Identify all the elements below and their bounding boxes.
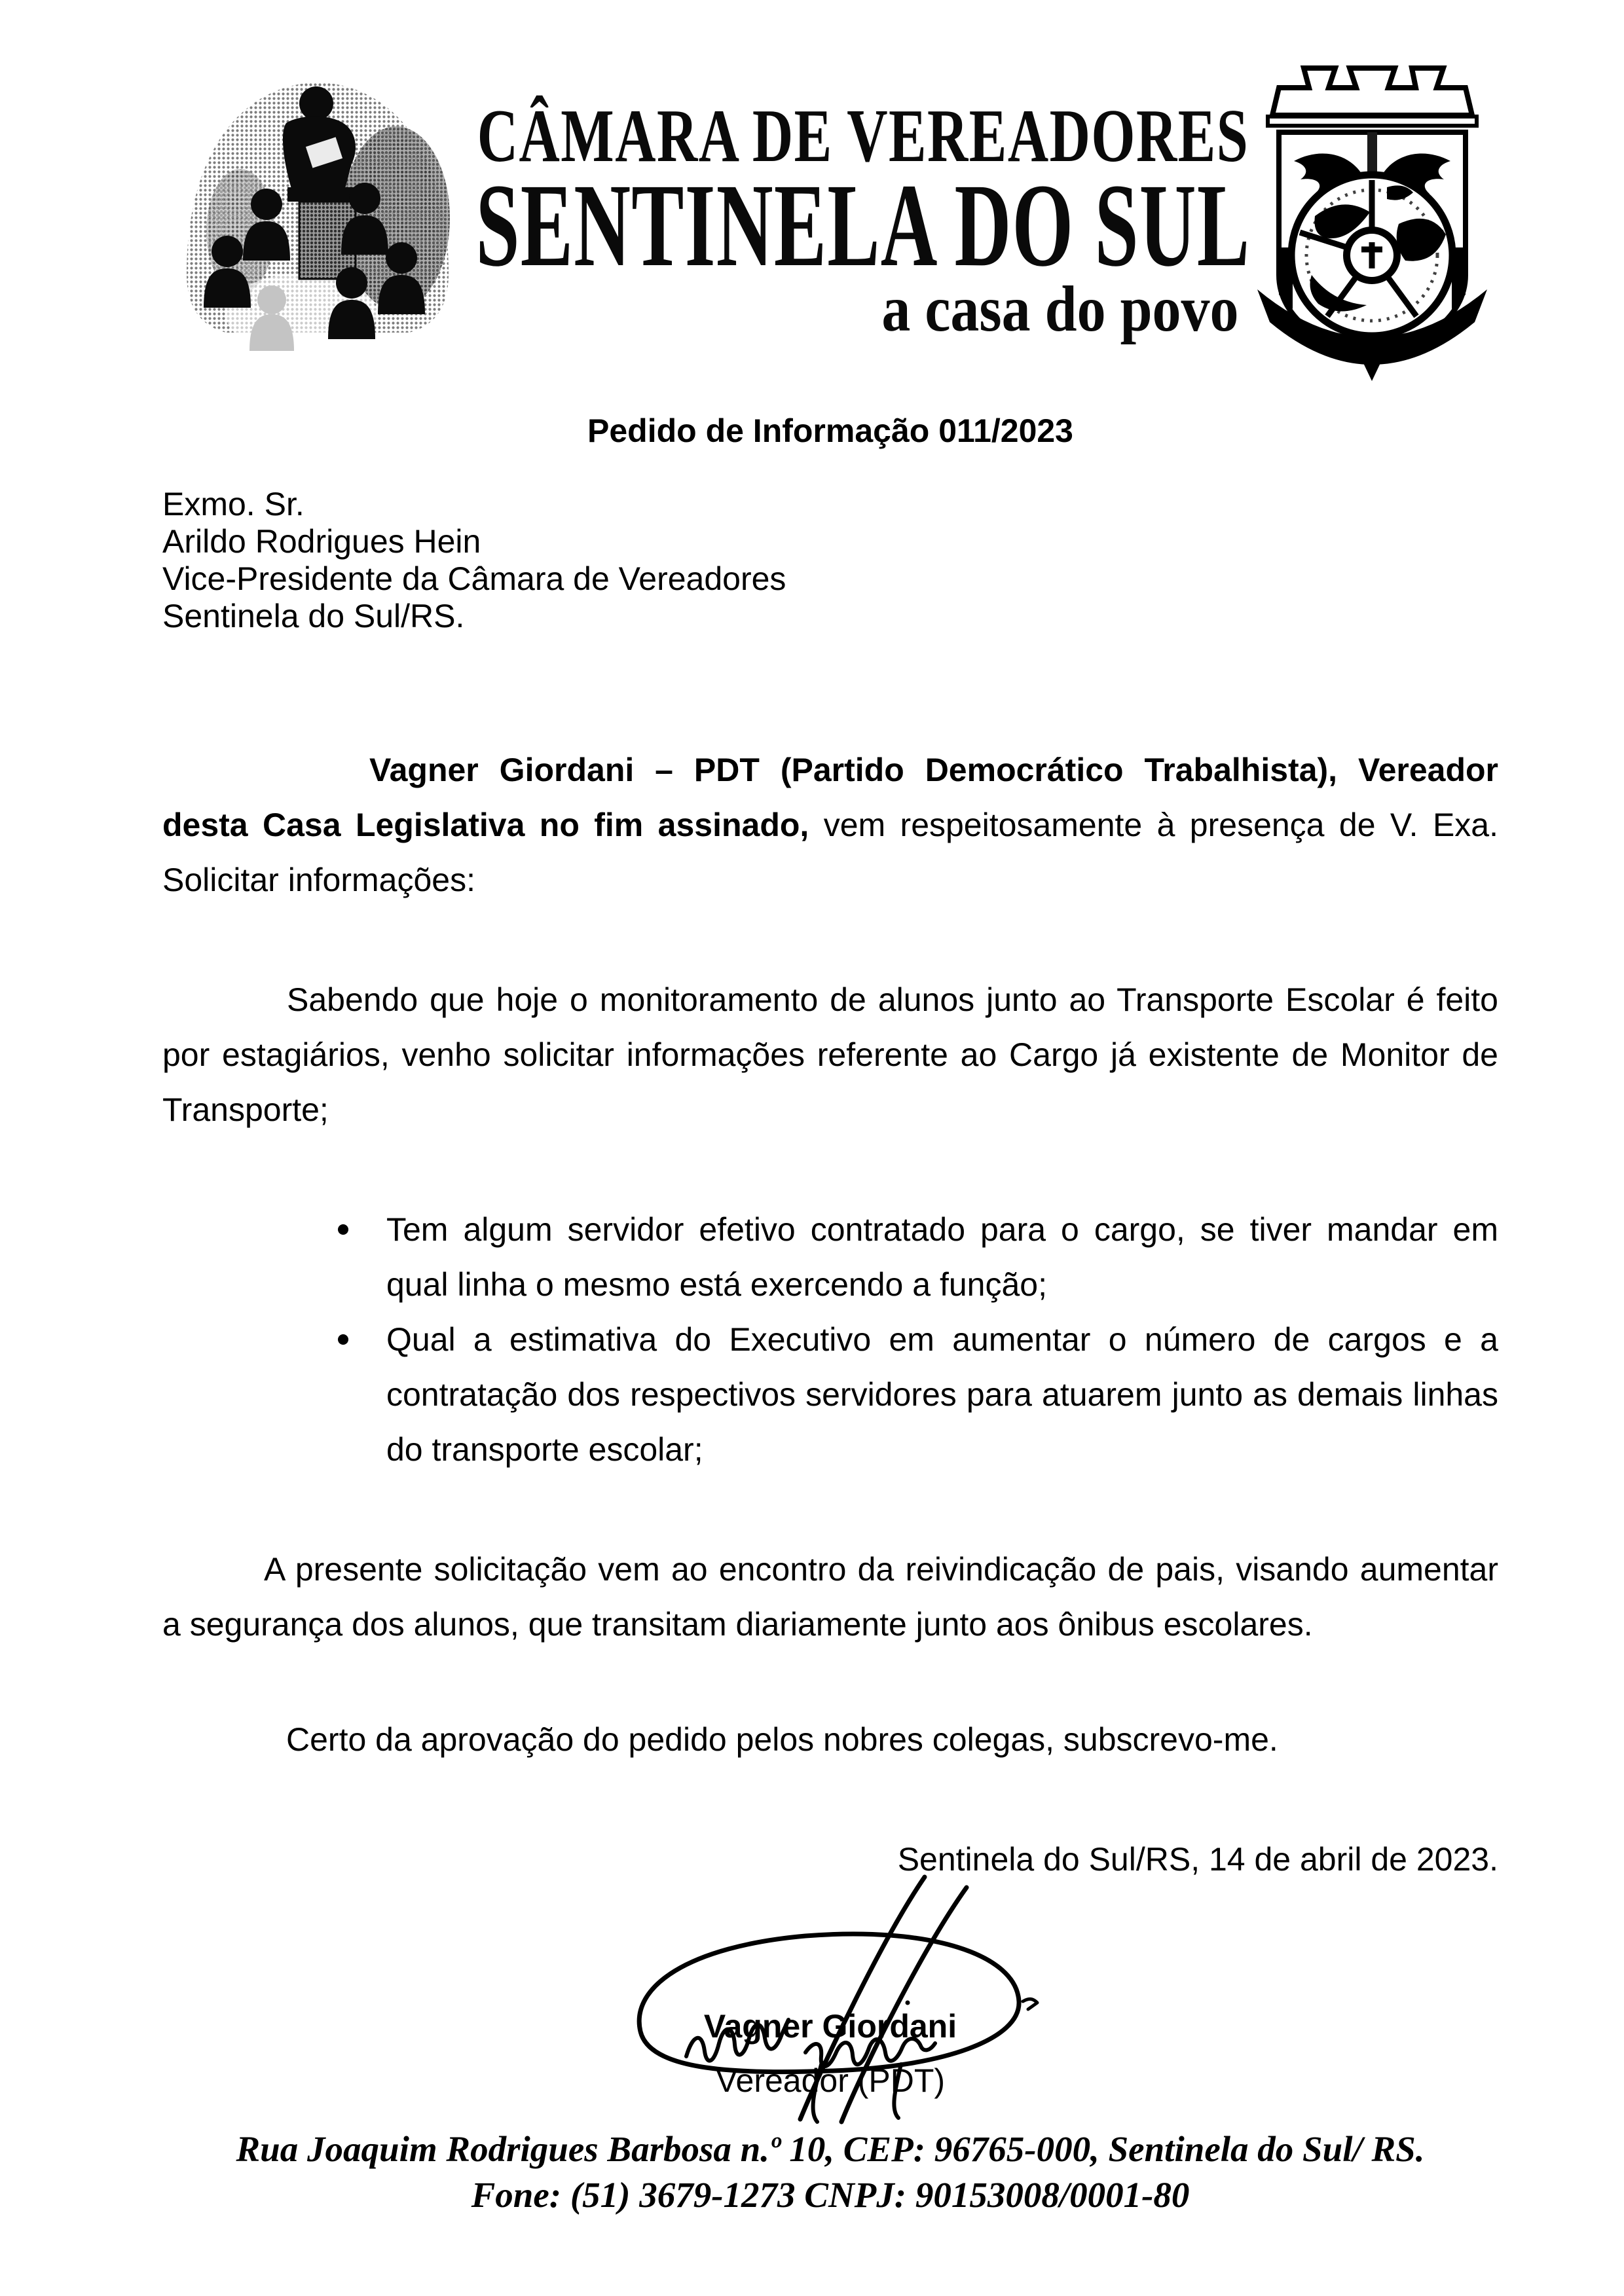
addressee-name: Arildo Rodrigues Hein (162, 523, 481, 560)
bullet-item-text: Qual a estimativa do Executivo em aumentar o número de cargos e a contratação dos respectivos servidores para atuarem junto as demais linhas do transporte escolar; (386, 1321, 1498, 1468)
intro-paragraph-regular: vem respeitosamente à presença de V. Exa. Solicitar informações: (162, 807, 1498, 898)
dateline: Sentinela do Sul/RS, 14 de abril de 2023. (897, 1841, 1498, 1878)
municipal-coat-of-arms-icon (1249, 59, 1495, 383)
context-paragraph: Sabendo que hoje o monitoramento de alunos junto ao Transporte Escolar é feito por estagiários, venho solicitar informações referente ao Cargo já existente de Monitor de Transporte; (162, 981, 1498, 1128)
org-tagline: a casa do povo (881, 272, 1239, 345)
org-name-line1: CÂMARA DE VEREADORES (477, 94, 1249, 177)
intro-paragraph (162, 742, 1498, 907)
assembly-audience-logo-icon (180, 64, 455, 352)
document-title: Pedido de Informação 011/2023 (587, 412, 1073, 449)
bullet-icon (338, 1334, 348, 1345)
request-bullet-list (386, 1202, 1498, 1477)
footer-phone-cnpj: Fone: (51) 3679-1273 CNPJ: 90153008/0001-80 (471, 2175, 1190, 2215)
addressee-salutation: Exmo. Sr. (162, 486, 304, 522)
bullet-icon (338, 1224, 348, 1235)
intro-paragraph-bold: Vagner Giordani – PDT (Partido Democrático Trabalhista), Vereador desta Casa Legislativa no fim assinado, (162, 752, 1498, 843)
org-name-line2: SENTINELA DO SUL (475, 160, 1250, 291)
footer-address: Rua Joaquim Rodrigues Barbosa n.º 10, CEP: 96765-000, Sentinela do Sul/ RS. (236, 2129, 1425, 2169)
signer-name: Vagner Giordani (703, 2008, 957, 2045)
letter-footer (162, 2126, 1498, 2218)
bullet-item (386, 1312, 1498, 1477)
signer-role: Vereador (PDT) (715, 2062, 946, 2099)
letterhead-title-block (475, 94, 1250, 380)
addressee-role: Vice-Presidente da Câmara de Vereadores (162, 560, 786, 597)
bullet-item (386, 1202, 1498, 1312)
addressee-city: Sentinela do Sul/RS. (162, 598, 465, 634)
addressee-block (162, 486, 1498, 635)
handwritten-signature-icon (589, 1863, 1087, 2124)
justification-paragraph: A presente solicitação vem ao encontro da reivindicação de pais, visando aumentar a segurança dos alunos, que transitam diariamente junto aos ônibus escolares. (162, 1551, 1498, 1643)
bullet-item-text: Tem algum servidor efetivo contratado para o cargo, se tiver mandar em qual linha o mesmo está exercendo a função; (386, 1211, 1498, 1303)
closing-paragraph: Certo da aprovação do pedido pelos nobres colegas, subscrevo-me. (286, 1721, 1278, 1758)
